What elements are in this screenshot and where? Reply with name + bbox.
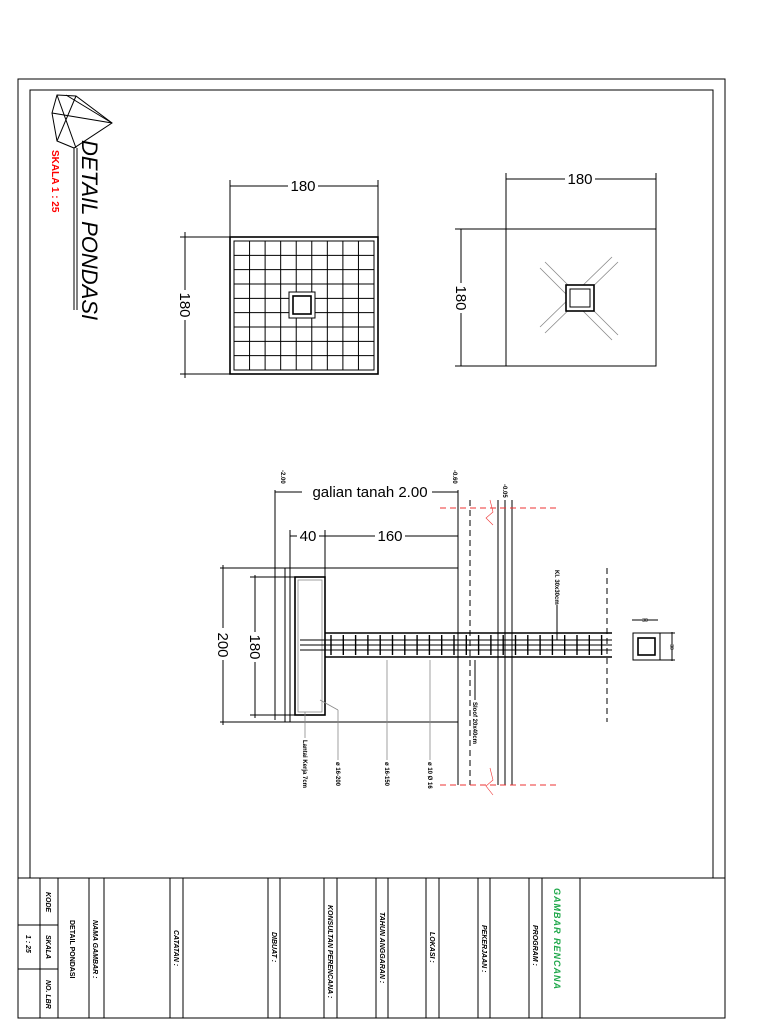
plan-right-dim-left: 180	[452, 285, 469, 311]
skala-label: SKALA	[44, 935, 51, 960]
foundation-section	[220, 490, 675, 795]
drawing-title: DETAIL PONDASI	[77, 140, 102, 321]
kode-label: KODE	[44, 892, 51, 913]
dim-180: 180	[246, 634, 263, 660]
no-lbr-label: NO. LBR	[44, 980, 51, 1009]
label-rebar-3: ø 10 Ø 16	[426, 762, 432, 789]
notes-label: CATATAN :	[172, 930, 179, 967]
drawing-name-value: DETAIL PONDASI	[68, 920, 75, 979]
work-label: PEKERJAAN :	[480, 925, 487, 973]
plan-right-dim-top: 180	[567, 171, 593, 188]
plan-left	[180, 180, 378, 378]
skala-value: 1 : 25	[24, 935, 31, 953]
scale-label: SKALA 1 : 25	[49, 150, 60, 213]
plan-left-dim-top: 180	[290, 178, 316, 195]
made-by-label: DIBUAT :	[270, 932, 277, 963]
dim-200: 200	[214, 632, 231, 658]
outer-border	[18, 79, 725, 1018]
plan-right	[455, 173, 656, 366]
level-bottom: -2.00	[279, 470, 285, 484]
column-height: 30	[668, 644, 674, 650]
consultant-label: KONSULTAN PERENCANA :	[326, 905, 333, 999]
location-label: LOKASI :	[428, 932, 435, 963]
dim-160: 160	[377, 528, 403, 545]
drawing-name-label: NAMA GAMBAR :	[91, 920, 98, 979]
label-column: Kl. 30x30cm	[553, 570, 559, 605]
column-width: 30	[642, 618, 648, 624]
dim-40: 40	[299, 528, 317, 545]
excavation-label: galian tanah 2.00	[312, 484, 428, 501]
plan-left-dim-left: 180	[176, 292, 193, 318]
label-lean-concrete: Lantai Kerja 7cm	[301, 740, 307, 789]
level-top: -0.05	[501, 484, 507, 498]
label-sloof: Sloof 20x40cm	[471, 702, 477, 745]
title-block	[18, 878, 725, 1018]
budget-year-label: TAHUN ANGGARAN :	[378, 912, 385, 984]
program-label: PROGRAM :	[531, 925, 538, 966]
plan-title: GAMBAR RENCANA	[552, 888, 562, 990]
label-rebar-2: ø 16-150	[383, 762, 389, 787]
level-mid: -0.60	[451, 470, 457, 484]
label-rebar-1: ø 16-200	[334, 762, 340, 787]
